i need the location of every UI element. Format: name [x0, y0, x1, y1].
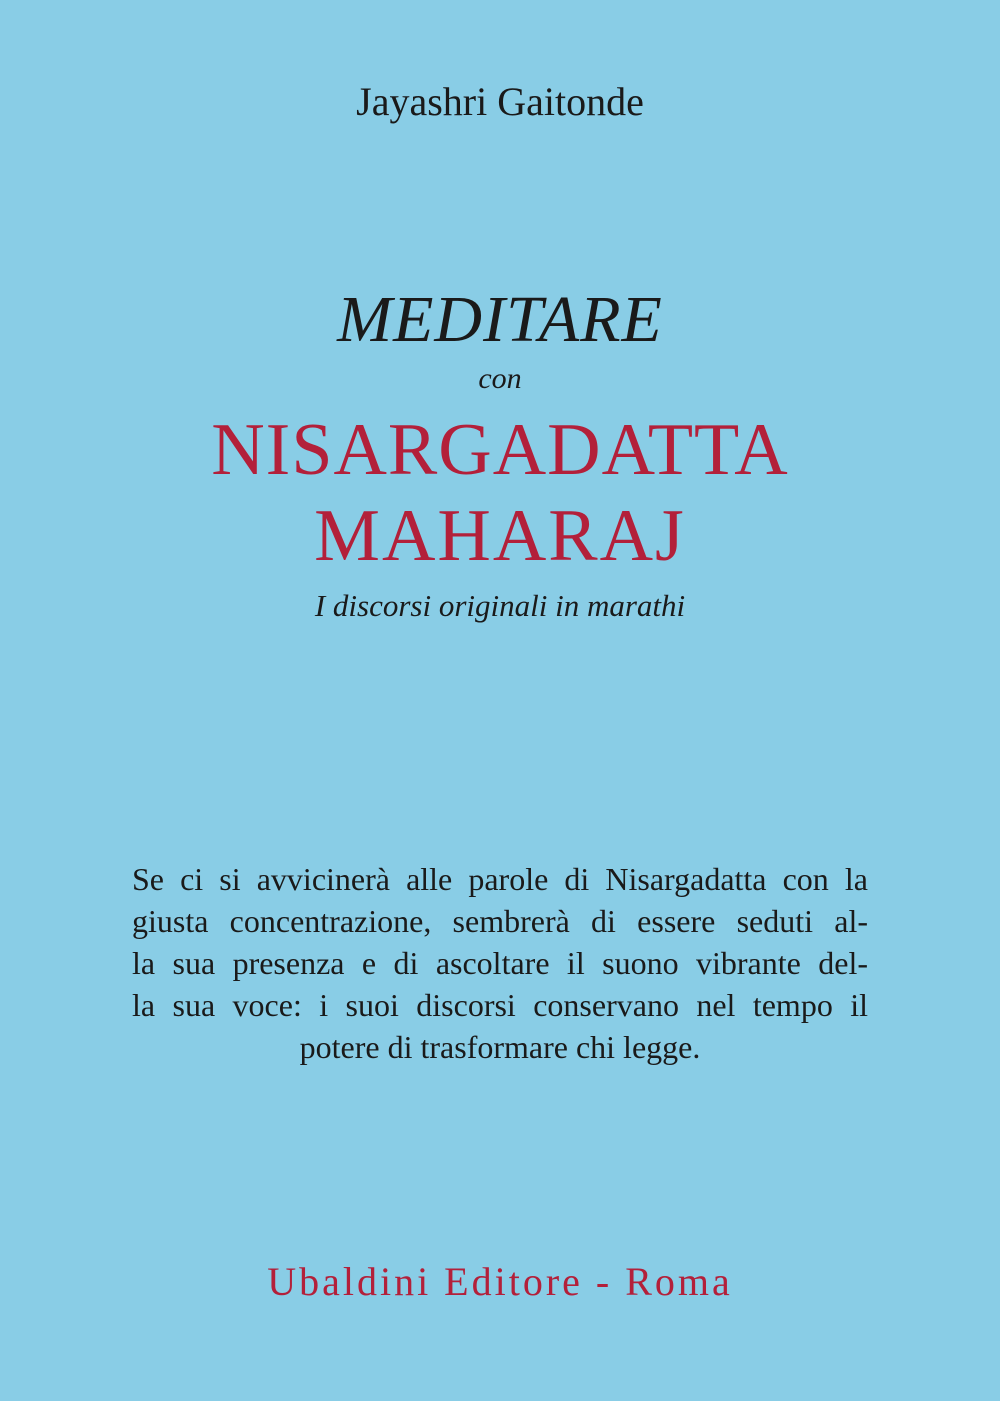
blurb — [132, 858, 868, 1068]
blurb-line: la sua presenza e di ascoltare il suono vibrante del- — [132, 945, 868, 981]
blurb-line: potere di trasformare chi legge. — [299, 1029, 701, 1065]
title-maharaj: MAHARAJ — [314, 495, 686, 577]
author-name: Jayashri Gaitonde — [356, 79, 644, 124]
blurb-line: la sua voce: i suoi discorsi conservano nel tempo il — [132, 987, 868, 1023]
publisher: Ubaldini Editore - Roma — [267, 1259, 733, 1304]
subtitle: I discorsi originali in marathi — [314, 588, 686, 623]
title-nisargadatta: NISARGADATTA — [211, 409, 789, 491]
blurb-line: giusta concentrazione, sembrerà di essere seduti al- — [132, 903, 868, 939]
title-meditare: MEDITARE — [337, 283, 663, 356]
blurb-line: Se ci si avvicinerà alle parole di Nisargadatta con la — [132, 861, 868, 897]
title-connector: con — [478, 362, 522, 395]
